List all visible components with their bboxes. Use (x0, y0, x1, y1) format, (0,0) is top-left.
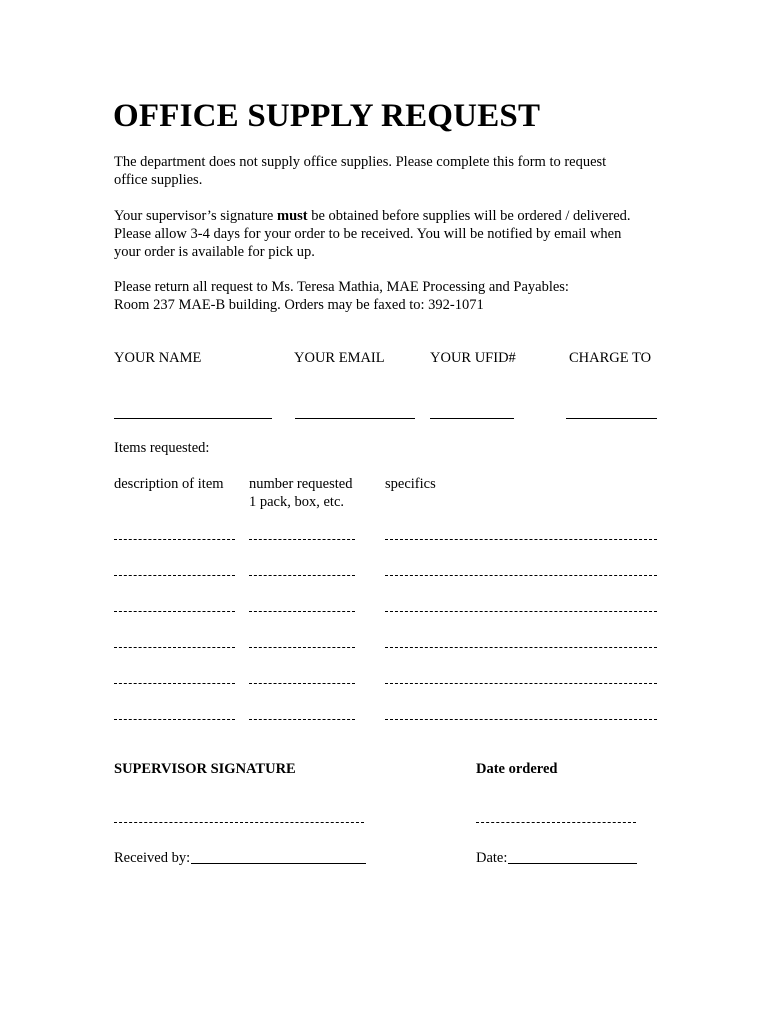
your-name-field[interactable] (114, 418, 272, 419)
intro-line: The department does not supply office supplies. Please complete this form to request (114, 154, 607, 170)
items-heading: Items requested: (114, 440, 210, 456)
notice-emphasis: must (277, 208, 308, 224)
item-specifics-field[interactable] (385, 719, 657, 720)
item-specifics-field[interactable] (385, 575, 657, 576)
received-by-field[interactable] (191, 863, 366, 864)
return-paragraph (114, 278, 674, 314)
col-number-subheader: 1 pack, box, etc. (249, 494, 345, 510)
notice-paragraph (114, 207, 674, 261)
item-number-field[interactable] (249, 575, 355, 576)
supervisor-signature-label: SUPERVISOR SIGNATURE (114, 761, 296, 777)
item-specifics-field[interactable] (385, 611, 657, 612)
item-number-field[interactable] (249, 611, 355, 612)
col-description-header: description of item (114, 476, 224, 492)
item-number-field[interactable] (249, 647, 355, 648)
intro-paragraph (114, 153, 674, 189)
col-specifics-header: specifics (385, 476, 436, 492)
item-number-field[interactable] (249, 539, 355, 540)
received-by-label: Received by: (114, 850, 191, 866)
item-description-field[interactable] (114, 683, 235, 684)
page-title: OFFICE SUPPLY REQUEST (113, 98, 541, 134)
date-ordered-field[interactable] (476, 822, 636, 823)
return-line: Please return all request to Ms. Teresa Mathia, MAE Processing and Payables: (114, 279, 569, 295)
intro-line: office supplies. (114, 172, 203, 188)
item-description-field[interactable] (114, 719, 235, 720)
item-specifics-field[interactable] (385, 539, 657, 540)
item-number-field[interactable] (249, 719, 355, 720)
date-ordered-label: Date ordered (476, 761, 558, 777)
item-specifics-field[interactable] (385, 647, 657, 648)
notice-line: Please allow 3-4 days for your order to be received. You will be notified by email when (114, 226, 622, 242)
item-description-field[interactable] (114, 611, 235, 612)
date-field[interactable] (508, 863, 637, 864)
your-ufid-label: YOUR UFID# (430, 350, 516, 366)
notice-line: your order is available for pick up. (114, 244, 315, 260)
date-label: Date: (476, 850, 508, 866)
your-email-field[interactable] (295, 418, 415, 419)
notice-line (114, 207, 674, 225)
item-description-field[interactable] (114, 575, 235, 576)
item-description-field[interactable] (114, 539, 235, 540)
notice-text: Your supervisor’s signature (114, 208, 277, 224)
item-description-field[interactable] (114, 647, 235, 648)
col-number-header: number requested (249, 476, 353, 492)
notice-text: be obtained before supplies will be ordered / delivered. (307, 208, 631, 224)
your-ufid-field[interactable] (430, 418, 514, 419)
charge-to-field[interactable] (566, 418, 657, 419)
your-email-label: YOUR EMAIL (294, 350, 385, 366)
return-line: Room 237 MAE-B building. Orders may be faxed to: 392-1071 (114, 297, 484, 313)
item-specifics-field[interactable] (385, 683, 657, 684)
your-name-label: YOUR NAME (114, 350, 202, 366)
supervisor-signature-field[interactable] (114, 822, 364, 823)
charge-to-label: CHARGE TO (569, 350, 652, 366)
item-number-field[interactable] (249, 683, 355, 684)
